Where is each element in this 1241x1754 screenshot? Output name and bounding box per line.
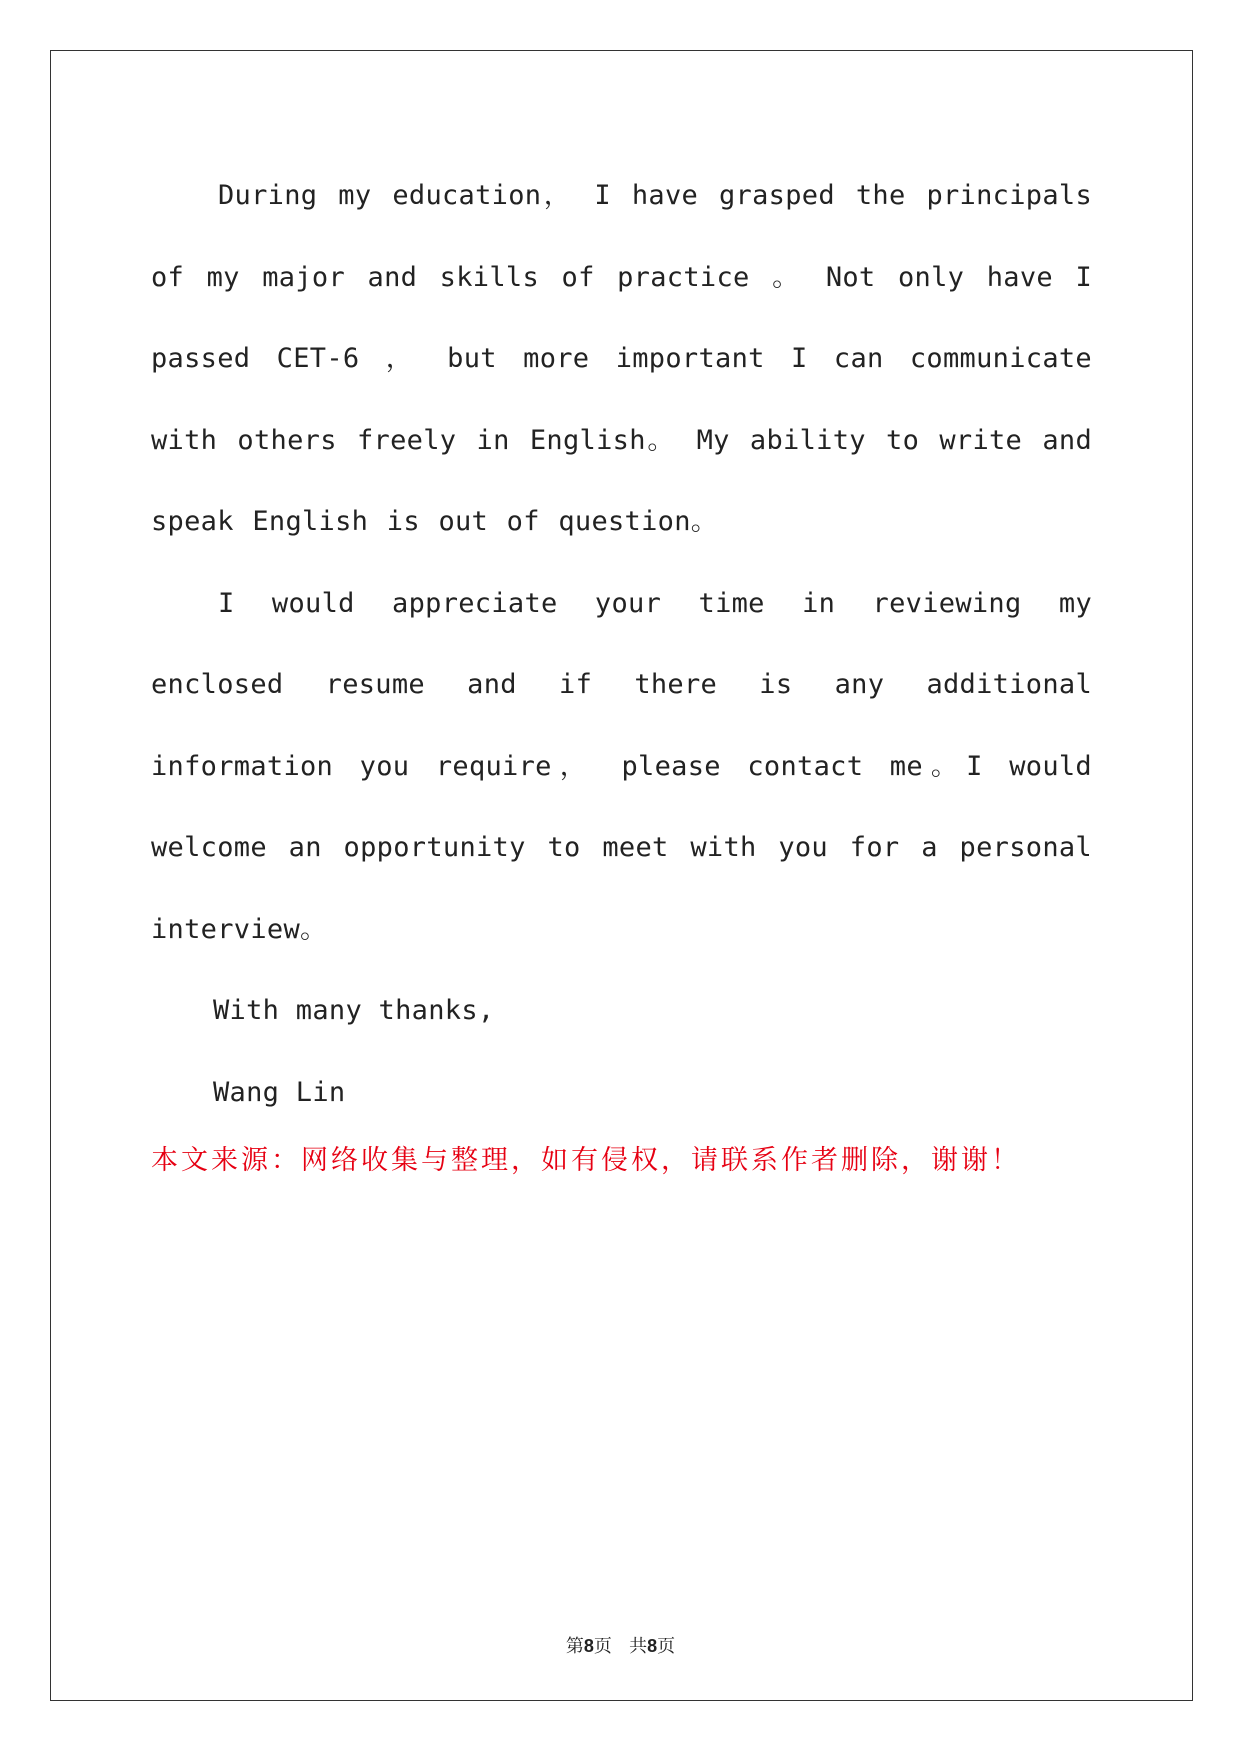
total-unit: 页 xyxy=(657,1636,676,1657)
paragraph-request: I would appreciate your time in reviewing my enclosed resume and if there is any additional information you require， please contact me。I would welcome an opportunity to meet with you for a personal interview。 xyxy=(151,587,1092,945)
letter-body xyxy=(151,155,1092,1133)
closing-line: With many thanks, xyxy=(213,995,495,1026)
page-unit: 页 xyxy=(593,1636,612,1657)
page-footer xyxy=(0,1632,1241,1658)
total-pages-number: 8 xyxy=(647,1636,658,1656)
page-prefix: 第 xyxy=(565,1636,584,1657)
current-page-number: 8 xyxy=(583,1636,594,1656)
signature: Wang Lin xyxy=(213,1076,346,1108)
source-notice: 本文来源：网络收集与整理，如有侵权，请联系作者删除，谢谢！ xyxy=(151,1145,1021,1176)
total-prefix: 共 xyxy=(629,1636,648,1657)
paragraph-education: During my education， I have grasped the principals of my major and skills of practice 。 Not only have I passed CET-6 ， but more important I can communicate with others freely in English。 My ability to write and speak English is out of question。 xyxy=(151,180,1092,537)
